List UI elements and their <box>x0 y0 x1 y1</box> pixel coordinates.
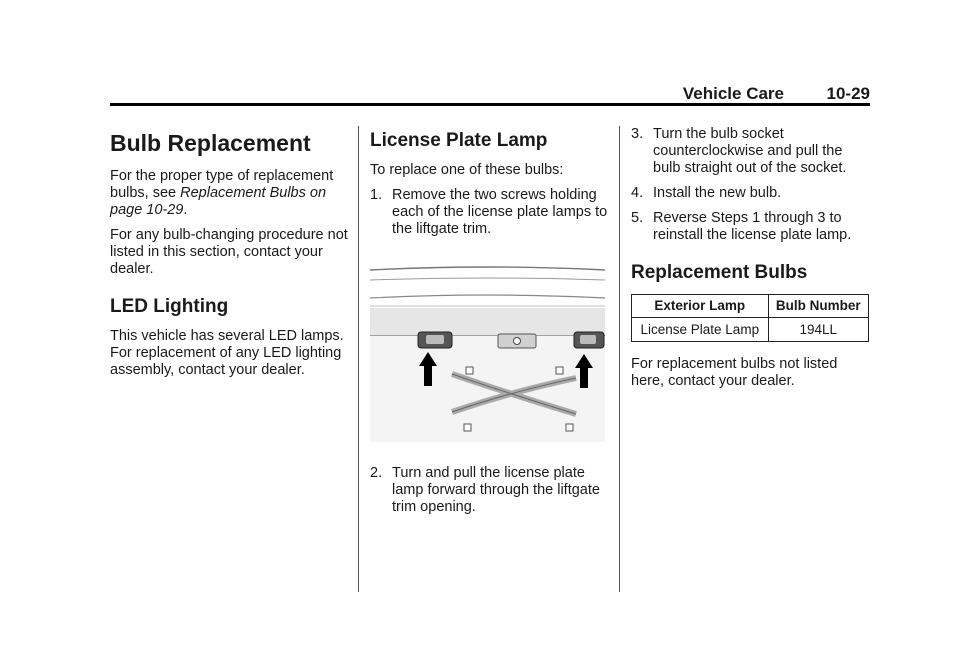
step-number: 2. <box>370 465 383 481</box>
list-item <box>631 185 871 202</box>
replacement-footer-text: For replacement bulbs not listed here, contact your dealer. <box>631 356 838 389</box>
replacement-bulbs-heading: Replacement Bulbs <box>631 262 808 283</box>
paragraph-text: For the proper type of replacement bulbs, see <box>110 168 334 201</box>
column-1 <box>110 126 350 387</box>
header-rule <box>110 103 870 106</box>
step-text: Turn and pull the license plate lamp forward through the liftgate trim opening. <box>392 465 600 515</box>
bulb-number-header: Bulb Number <box>768 295 868 318</box>
list-item <box>631 126 871 177</box>
step-text: Remove the two screws holding each of the license plate lamps to the liftgate trim. <box>392 187 608 237</box>
license-steps-list-continued <box>370 465 610 516</box>
step-number: 1. <box>370 187 383 203</box>
led-lighting-heading: LED Lighting <box>110 296 229 317</box>
step-text: Turn the bulb socket counterclockwise and pull the bulb straight out of the socket. <box>653 126 847 176</box>
license-plate-lamp-heading: License Plate Lamp <box>370 130 548 151</box>
license-intro: To replace one of these bulbs: <box>370 162 564 178</box>
list-item <box>631 210 871 244</box>
bulb-cell: 194LL <box>768 318 868 342</box>
list-item <box>370 465 610 516</box>
column-2 <box>370 126 610 524</box>
step-number: 3. <box>631 126 644 142</box>
bulb-replacement-paragraph <box>110 168 350 219</box>
liftgate-illustration <box>370 262 605 444</box>
bulb-steps-list <box>631 126 871 244</box>
step-number: 5. <box>631 210 644 226</box>
paragraph-end: . <box>183 202 188 218</box>
step-text: Install the new bulb. <box>653 185 782 201</box>
bulb-procedure-paragraph: For any bulb-changing procedure not listed in this section, contact your dealer. <box>110 227 348 277</box>
exterior-lamp-header: Exterior Lamp <box>632 295 769 318</box>
replacement-bulbs-table <box>631 294 869 342</box>
license-steps-list <box>370 187 610 238</box>
step-text: Reverse Steps 1 through 3 to reinstall the license plate lamp. <box>653 210 852 243</box>
table-row <box>632 318 869 342</box>
led-lighting-paragraph: This vehicle has several LED lamps. For replacement of any LED lighting assembly, contact your dealer. <box>110 328 344 378</box>
header-page-number: 10-29 <box>826 84 870 103</box>
step-number: 4. <box>631 185 644 201</box>
list-item <box>370 187 610 238</box>
column-divider-1 <box>358 126 359 592</box>
replacement-bulbs-link[interactable]: Replacement Bulbs on page 10-29 <box>110 185 327 218</box>
bulb-replacement-heading: Bulb Replacement <box>110 130 311 156</box>
lamp-cell: License Plate Lamp <box>632 318 769 342</box>
header-section-title: Vehicle Care <box>682 84 784 103</box>
column-divider-2 <box>619 126 620 592</box>
page-header <box>110 84 870 104</box>
table-header-row <box>632 295 869 318</box>
column-3 <box>631 126 871 398</box>
